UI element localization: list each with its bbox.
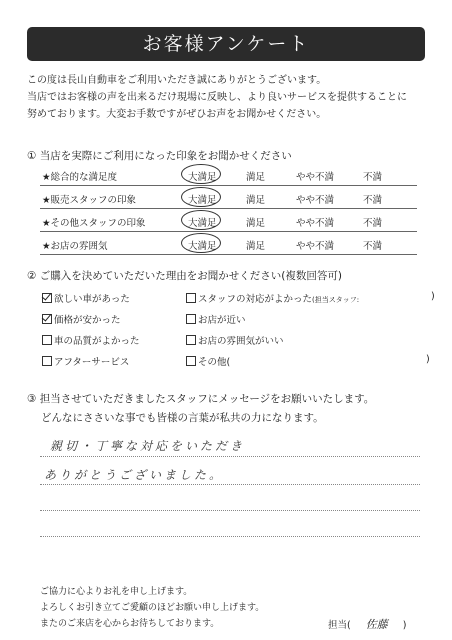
checkbox-checked[interactable] [42, 293, 52, 303]
closing-line: ご協力に心よりお礼を申し上げます。 [40, 587, 193, 597]
q1-heading: ① 当店を実際にご利用になった印象をお聞かせください [27, 150, 292, 162]
message-line [40, 536, 420, 537]
paren-close: ) [431, 291, 435, 302]
option-low-price[interactable] [42, 312, 121, 326]
option-very-satisfied[interactable]: 大満足 [188, 195, 217, 206]
option-dissatisfied[interactable]: 不満 [363, 172, 383, 183]
option-label: その他( [198, 357, 231, 368]
q2-heading: ② ご購入を決めていただいた理由をお聞かせください(複数回答可) [27, 270, 342, 282]
q1-row-overall [40, 163, 417, 186]
option-car-quality[interactable] [42, 333, 140, 347]
option-very-satisfied[interactable]: 大満足 [188, 241, 217, 252]
option-label: スタッフの対応がよかった [198, 294, 313, 305]
q1-rating-table [40, 163, 417, 255]
paren-close: ) [426, 354, 430, 365]
intro-line: 当店ではお客様の声を出来るだけ現場に反映し、より良いサービスを提供することに [27, 92, 407, 103]
option-somewhat-dissatisfied[interactable]: やや不満 [296, 218, 335, 229]
option-other[interactable] [186, 354, 230, 368]
staff-note: (担当スタッフ: [312, 296, 360, 304]
option-dissatisfied[interactable]: 不満 [363, 195, 383, 206]
option-somewhat-dissatisfied[interactable]: やや不満 [296, 172, 335, 183]
checkbox[interactable] [42, 335, 52, 345]
staff-label: 担当( [328, 620, 351, 631]
checkbox[interactable] [186, 314, 196, 324]
intro-text [27, 72, 437, 123]
closing-line: よろしくお引き立てご愛顧のほどお願い申し上げます。 [40, 603, 265, 613]
checkbox[interactable] [186, 335, 196, 345]
intro-line: 努めております。大変お手数ですがぜひお声をお聞かせください。 [27, 109, 327, 120]
option-label: 車の品質がよかった [54, 336, 140, 347]
checkbox-checked[interactable] [42, 314, 52, 324]
option-somewhat-dissatisfied[interactable]: やや不満 [296, 195, 335, 206]
option-dissatisfied[interactable]: 不満 [363, 241, 383, 252]
option-somewhat-dissatisfied[interactable]: やや不満 [296, 241, 335, 252]
option-label: 欲しい車があった [54, 294, 130, 305]
intro-line: この度は長山自動車をご利用いただき誠にありがとうございます。 [27, 75, 327, 86]
row-label: ★お店の雰囲気 [42, 241, 108, 252]
message-line [40, 484, 420, 485]
row-label: ★総合的な満足度 [42, 172, 118, 183]
option-after-service[interactable] [42, 354, 129, 368]
option-very-satisfied[interactable]: 大満足 [188, 172, 217, 183]
option-satisfied[interactable]: 満足 [246, 218, 266, 229]
option-satisfied[interactable]: 満足 [246, 241, 266, 252]
option-label: お店の雰囲気がいい [198, 336, 284, 347]
row-label: ★販売スタッフの印象 [42, 195, 137, 206]
option-satisfied[interactable]: 満足 [246, 195, 266, 206]
option-store-atmosphere[interactable] [186, 333, 284, 347]
message-line [40, 456, 420, 457]
staff-in-charge [328, 616, 406, 632]
message-line [40, 510, 420, 511]
option-dissatisfied[interactable]: 不満 [363, 218, 383, 229]
option-wanted-car[interactable] [42, 291, 130, 305]
row-label: ★その他スタッフの印象 [42, 218, 146, 229]
closing-text [40, 584, 264, 632]
option-label: アフターサービス [54, 357, 130, 368]
q3-heading: ③ 担当させていただきましたスタッフにメッセージをお願いいたします。 [27, 393, 375, 405]
checkbox[interactable] [186, 356, 196, 366]
option-store-nearby[interactable] [186, 312, 246, 326]
q1-row-atmosphere [40, 232, 417, 255]
staff-close: ) [402, 620, 407, 631]
checkbox[interactable] [42, 356, 52, 366]
q1-row-other-staff [40, 209, 417, 232]
q3-subheading: どんなにささいな事でも皆様の言葉が私共の力になります。 [41, 412, 324, 424]
page-title: お客様アンケート [27, 27, 425, 61]
closing-line: またのご来店を心からお待ちしております。 [40, 619, 220, 629]
option-label: お店が近い [198, 315, 246, 326]
staff-name-handwritten: 佐藤 [365, 618, 388, 631]
option-very-satisfied[interactable]: 大満足 [188, 218, 217, 229]
option-staff-service[interactable] [186, 291, 359, 305]
q1-row-sales-staff [40, 186, 417, 209]
option-label: 価格が安かった [54, 315, 121, 326]
option-satisfied[interactable]: 満足 [246, 172, 266, 183]
handwritten-message-line-2: ありがとうございました。 [44, 468, 225, 482]
handwritten-message-line-1: 親切・丁寧な対応をいただき [50, 439, 246, 453]
checkbox[interactable] [186, 293, 196, 303]
